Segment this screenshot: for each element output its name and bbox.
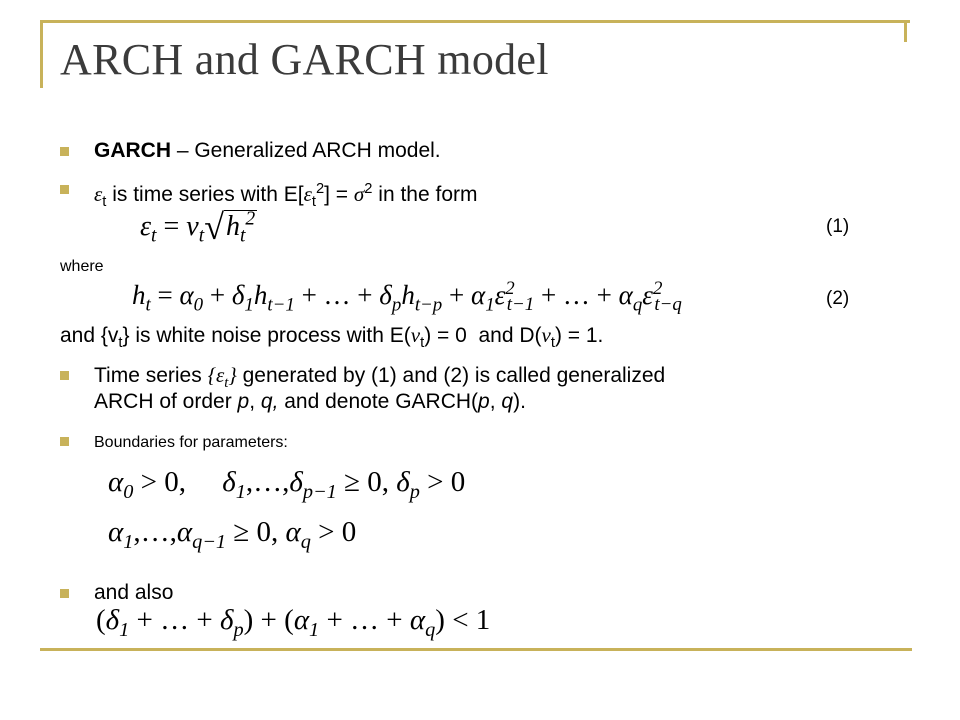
- bullet-marker: [60, 589, 69, 598]
- condition-1: $\alpha_0 > 0$, $\delta_1,\dots,\delta_{p-1} \ge 0$, $\delta_p > 0$: [108, 466, 466, 503]
- in-the-form-text: in the form: [372, 183, 478, 206]
- garch-definition-text: – Generalized ARCH model.: [171, 139, 441, 162]
- condition-2: $\alpha_1,\dots,\alpha_{q-1} \ge 0$, $\alpha_q > 0$: [108, 516, 357, 553]
- condition-3: ($\delta_1$ + … + $\delta_p) + (\alpha_1$ + … + $\alpha_q) < 1$: [96, 604, 491, 641]
- bullet-marker: [60, 437, 69, 446]
- slide-title: ARCH and GARCH model: [60, 35, 549, 84]
- bullet-time-series: $\varepsilon_t$ is time series with $E[\varepsilon_t^2] = \sigma^2$ in the form: [94, 181, 478, 211]
- subscript-t: t: [102, 194, 107, 211]
- epsilon-symbol: ε: [94, 182, 103, 206]
- bullet-garch-definition: [94, 138, 441, 164]
- sigma-symbol: σ: [353, 182, 365, 206]
- time-series-text: is time series with E[: [106, 183, 304, 206]
- garch-bold-label: GARCH: [94, 139, 171, 162]
- frame-left-line: [40, 20, 43, 88]
- where-label: where: [60, 258, 104, 275]
- boundaries-label: Boundaries for parameters:: [94, 434, 288, 451]
- and-also-label: and also: [94, 581, 174, 604]
- frame-bottom-line: [40, 648, 912, 651]
- equation-2-number: (2): [826, 288, 850, 309]
- equation-2: $h_t = \alpha_0 + \delta_1h_{t-1}$ + … + $\delta_ph_{t-p} + \alpha_1\varepsilon^2_{t-1}$ + … + $\alpha_q\varepsilon^2_{t-q}$: [132, 278, 682, 316]
- frame-top-line: [40, 20, 910, 23]
- equation-1: $\varepsilon_t = \nu_t√h_t^2$: [140, 207, 256, 247]
- bullet-generalized-arch-line2: ARCH of order p, q, and denote GARCH(p, q).: [94, 390, 526, 413]
- bullet-generalized-arch-line1: Time series $\{\varepsilon_t\}$ generated by (1) and (2) is called generalized: [94, 363, 666, 392]
- frame-corner-tick: [904, 20, 907, 42]
- bullet-marker: [60, 185, 69, 194]
- white-noise-line: and $\{v_t\}$ is white noise process with $E(\nu_t) = 0$ and $D(\nu_t) = 1$.: [60, 323, 604, 352]
- bullet-marker: [60, 147, 69, 156]
- bullet-marker: [60, 371, 69, 380]
- equation-1-number: (1): [826, 216, 850, 237]
